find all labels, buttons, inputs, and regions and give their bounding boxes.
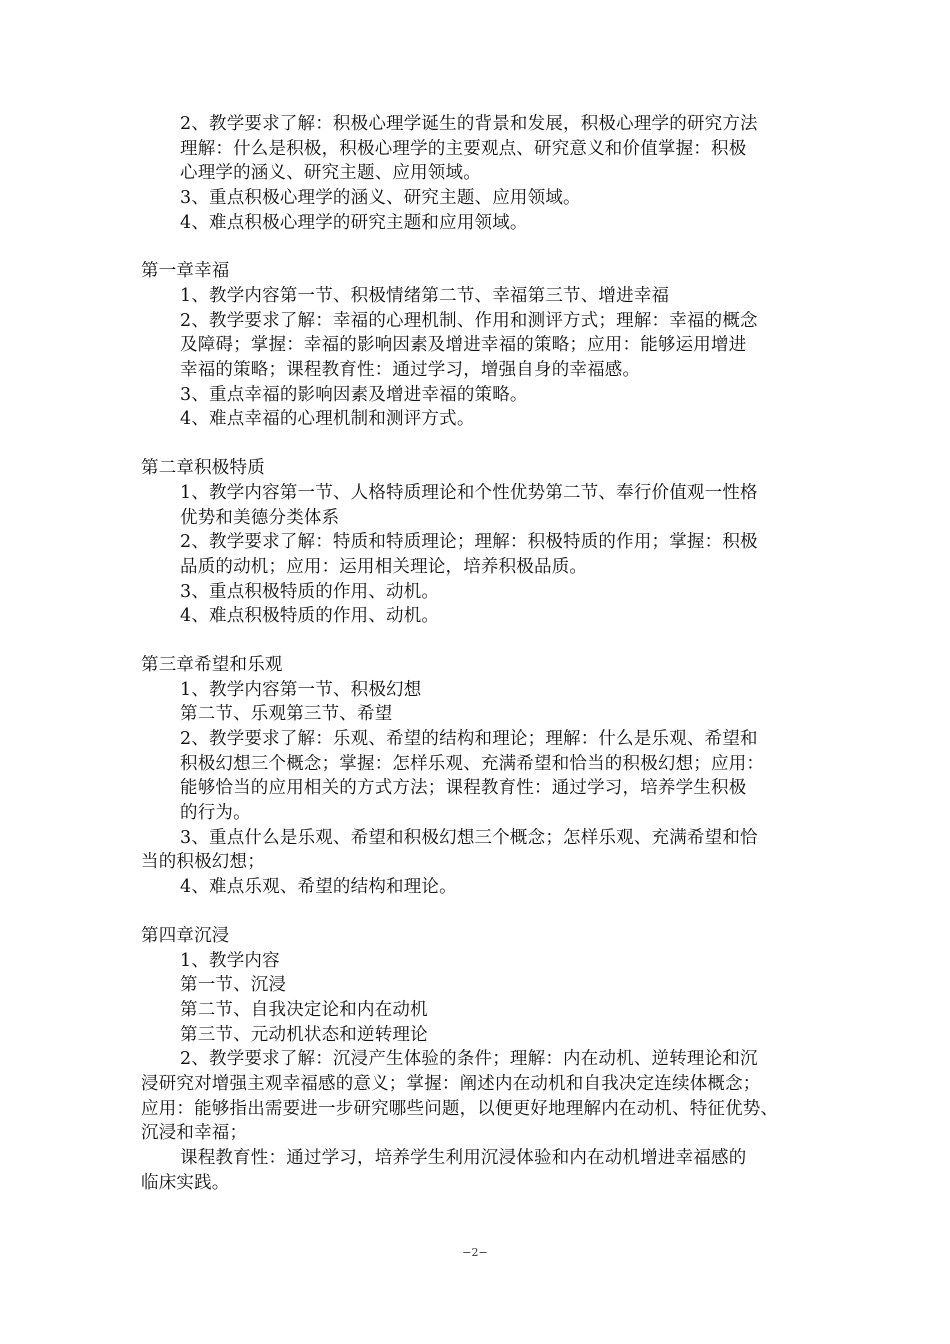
ch2-line-4: 品质的动机；应用：运用相关理论，培养积极品质。 (180, 557, 588, 577)
ch1-line-2: 2、教学要求了解：幸福的心理机制、作用和测评方式；理解：幸福的概念 (180, 311, 758, 331)
ch2-line-3: 2、教学要求了解：特质和特质理论；理解：积极特质的作用；掌握：积极 (180, 532, 758, 552)
ch4-line-3: 第二节、自我决定论和内在动机 (180, 1000, 428, 1020)
ch4-line-10: 临床实践。 (141, 1173, 230, 1193)
ch3-line-6: 的行为。 (180, 803, 251, 823)
ch4-line-9: 课程教育性：通过学习，培养学生利用沉浸体验和内在动机增进幸福感的 (180, 1148, 747, 1168)
ch4-line-8: 沉浸和幸福； (141, 1123, 248, 1143)
chapter-2-title: 第二章积极特质 (141, 458, 265, 478)
ch3-line-3: 2、教学要求了解：乐观、希望的结构和理论；理解：什么是乐观、希望和 (180, 729, 758, 749)
ch2-line-2: 优势和美德分类体系 (180, 508, 340, 528)
ch1-line-4: 幸福的策略；课程教育性：通过学习，增强自身的幸福感。 (180, 360, 641, 380)
ch2-line-1: 1、教学内容第一节、人格特质理论和个性优势第二节、奉行价值观一性格 (180, 483, 758, 503)
page-number: −2− (462, 1246, 488, 1259)
ch4-line-4: 第三节、元动机状态和逆转理论 (180, 1025, 428, 1045)
intro-line-4: 3、重点积极心理学的涵义、研究主题、应用领域。 (180, 188, 581, 208)
intro-line-2: 理解：什么是积极，积极心理学的主要观点、研究意义和价值掌握：积极 (180, 139, 747, 159)
ch1-line-5: 3、重点幸福的影响因素及增进幸福的策略。 (180, 385, 528, 405)
ch2-line-5: 3、重点积极特质的作用、动机。 (180, 582, 440, 602)
ch4-line-1: 1、教学内容 (180, 951, 280, 971)
ch3-line-2: 第二节、乐观第三节、希望 (180, 704, 393, 724)
ch2-line-6: 4、难点积极特质的作用、动机。 (180, 606, 440, 626)
intro-line-3: 心理学的涵义、研究主题、应用领域。 (180, 163, 481, 183)
ch3-line-7: 3、重点什么是乐观、希望和积极幻想三个概念；怎样乐观、充满希望和恰 (180, 828, 758, 848)
ch3-line-5: 能够恰当的应用相关的方式方法；课程教育性：通过学习，培养学生积极 (180, 778, 747, 798)
ch4-line-7: 应用：能够指出需要进一步研究哪些问题，以便更好地理解内在动机、特征优势、 (141, 1099, 779, 1119)
ch3-line-1: 1、教学内容第一节、积极幻想 (180, 680, 422, 700)
ch3-line-4: 积极幻想三个概念；掌握：怎样乐观、充满希望和恰当的积极幻想；应用： (180, 754, 765, 774)
chapter-4-title: 第四章沉浸 (141, 926, 230, 946)
ch3-line-8: 当的积极幻想； (141, 852, 265, 872)
chapter-3-title: 第三章希望和乐观 (141, 655, 283, 675)
ch4-line-2: 第一节、沉浸 (180, 975, 287, 995)
ch3-line-9: 4、难点乐观、希望的结构和理论。 (180, 877, 457, 897)
intro-line-5: 4、难点积极心理学的研究主题和应用领域。 (180, 213, 528, 233)
chapter-1-title: 第一章幸福 (141, 261, 230, 281)
ch1-line-3: 及障碍；掌握：幸福的影响因素及增进幸福的策略；应用：能够运用增进 (180, 335, 747, 355)
ch1-line-1: 1、教学内容第一节、积极情绪第二节、幸福第三节、增进幸福 (180, 286, 670, 306)
ch1-line-6: 4、难点幸福的心理机制和测评方式。 (180, 409, 475, 429)
ch4-line-6: 浸研究对增强主观幸福感的意义；掌握：阐述内在动机和自我决定连续体概念； (141, 1074, 761, 1094)
ch4-line-5: 2、教学要求了解：沉浸产生体验的条件；理解：内在动机、逆转理论和沉 (180, 1049, 758, 1069)
intro-line-1: 2、教学要求了解：积极心理学诞生的背景和发展，积极心理学的研究方法 (180, 114, 758, 134)
